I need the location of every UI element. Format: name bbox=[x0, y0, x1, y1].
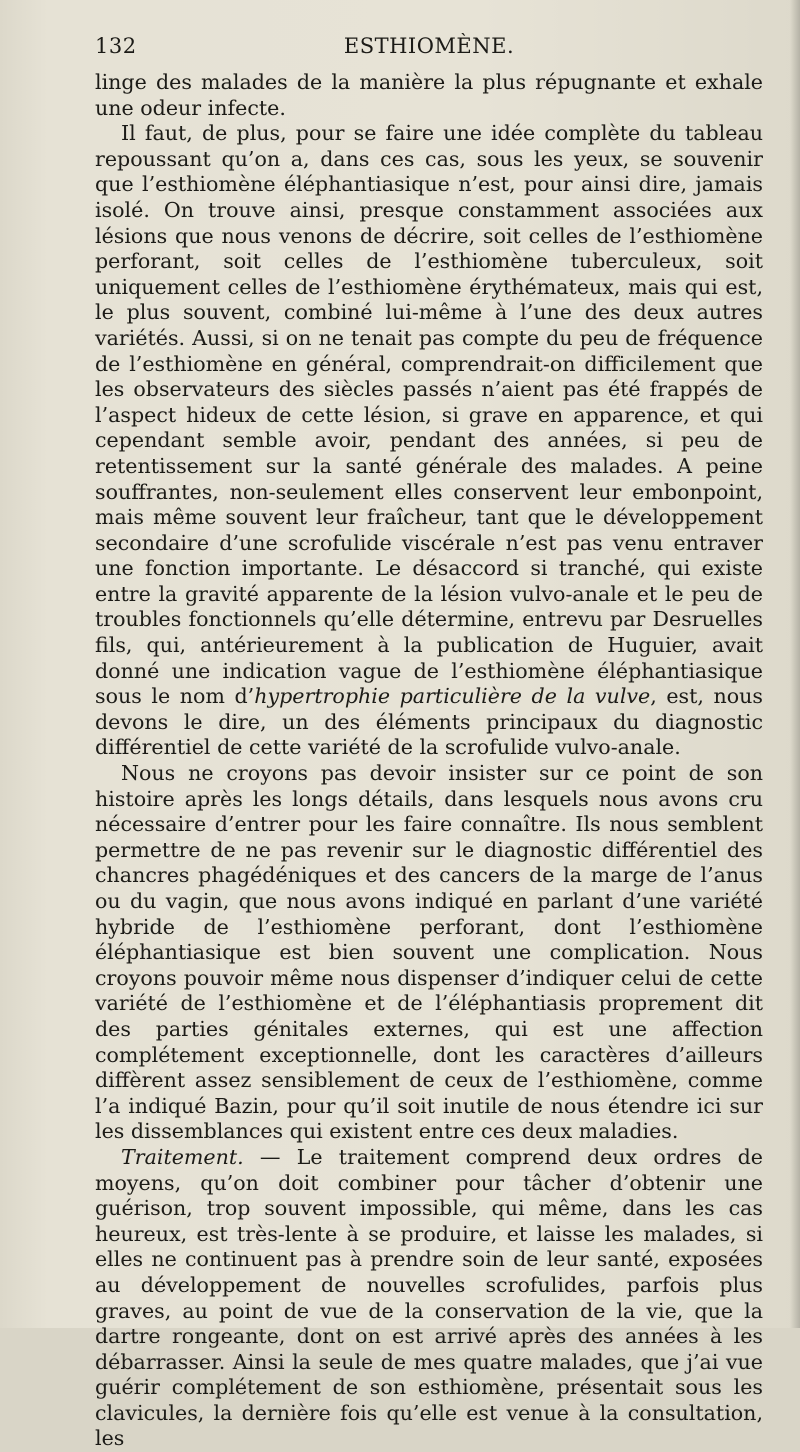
body-text bbox=[95, 70, 763, 1452]
paragraph-text: Nous ne croyons pas devoir insister sur ce point de son histoire après les longs détails, dans lesquels nous avons cru nécessaire d’entrer pour les faire connaître. Ils nous semblent permettre de ne pas revenir sur le diagnostic différentiel des chancres phagédéniques et des cancers de la marge de l’anus ou du vagin, que nous avons indiqué en parlant d’une variété hybride de l’esthiomène perforant, dont l’esthiomène éléphantiasique est bien souvent une complication. Nous croyons pouvoir même nous dispenser d’indiquer celui de cette variété de l’esthiomène et de l’éléphantiasis proprement dit des parties génitales externes, qui est une affection complétement exceptionnelle, dont les caractères d’ailleurs diffèrent assez sensiblement de ceux de l’esthiomène, comme l’a indiqué Bazin, pour qu’il soit inutile de nous étendre ici sur les dissemblances qui existent entre ces deux maladies. bbox=[95, 761, 763, 1144]
page-header bbox=[95, 34, 763, 64]
page-edge-shadow bbox=[790, 0, 800, 1328]
paragraph-text: linge des malades de la manière la plus répugnante et exhale une odeur infecte. bbox=[95, 70, 763, 120]
paragraph-text: Il faut, de plus, pour se faire une idée complète du tableau repoussant qu’on a, dans ces cas, sous les yeux, se souvenir que l’esthiomène éléphantiasique n’est, pour ainsi dire, jamais isolé. On trouve ainsi, presque constamment associées aux lésions que nous venons de décrire, soit celles de l’esthiomène perforant, soit celles de l’esthiomène tuberculeux, soit uniquement celles de l’esthiomène érythémateux, mais qui est, le plus souvent, combiné lui-même à l’une des deux autres variétés. Aussi, si on ne tenait pas compte du peu de fréquence de l’esthiomène en général, comprendrait-on difficilement que les observateurs des siècles passés n’aient pas été frappés de l’aspect hideux de cette lésion, si grave en apparence, et qui cependant semble avoir, pendant des années, si peu de retentissement sur la santé générale des malades. A peine souffrantes, non-seulement elles conservent leur embonpoint, mais même souvent leur fraîcheur, tant que le développement secondaire d’une scrofulide viscérale n’est pas venu entraver une fonction importante. Le désaccord si tranché, qui existe entre la gravité apparente de la lésion vulvo-anale et le peu de troubles fonctionnels qu’elle détermine, entrevu par Desruelles fils, qui, antérieurement à la publication de Huguier, avait donné une indication vague de l’esthiomène éléphantiasique sous le nom d’ bbox=[95, 121, 763, 709]
section-heading-traitement: Traitement. bbox=[121, 1144, 244, 1169]
running-title: ESTHIOMÈNE. bbox=[343, 34, 515, 58]
paragraph-traitement bbox=[95, 1145, 763, 1452]
page-number: 132 bbox=[95, 34, 137, 58]
italic-term: hypertrophie particulière de la vulve bbox=[254, 684, 651, 709]
paragraph-diagnostic bbox=[95, 761, 763, 1145]
paragraph-tableau bbox=[95, 121, 763, 761]
paragraph-continuation bbox=[95, 70, 763, 121]
paragraph-text: — Le traitement comprend deux ordres de moyens, qu’on doit combiner pour tâcher d’obtenir une guérison, trop souvent impossible, qui même, dans les cas heureux, est très-lente à se produire, et laisse les malades, si elles ne continuent pas à prendre soin de leur santé, exposées au développement de nouvelles scrofulides, parfois plus graves, au point de vue de la conservation de la vie, que la dartre rongeante, dont on est arrivé après des années à les débarrasser. Ainsi la seule de mes quatre malades, que j’ai vue guérir complétement de son esthiomène, présentait sous les clavicules, la dernière fois qu’elle est venue à la consultation, les bbox=[95, 1144, 763, 1451]
paragraph-text-after: , est, nous devons le dire, un des éléments principaux du diagnostic différentiel de cette variété de la scrofulide vulvo-anale. bbox=[95, 684, 763, 760]
